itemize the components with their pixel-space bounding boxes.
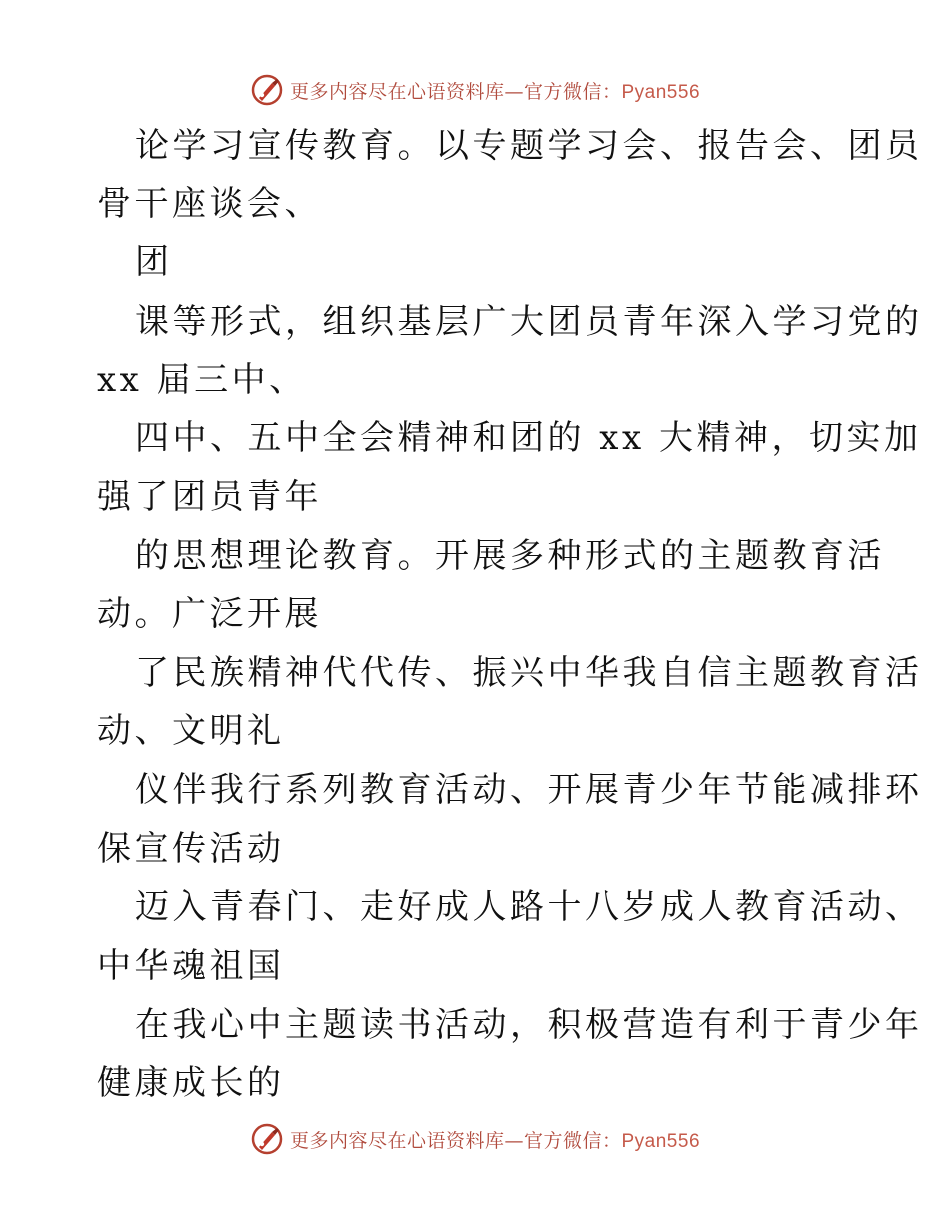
text-line: 论学习宣传教育。以专题学习会、报告会、团员 — [135, 126, 923, 166]
text-line: 中华魂祖国 — [97, 946, 285, 986]
text-line: 动、文明礼 — [97, 711, 285, 751]
text-line: xx 届三中、 — [97, 360, 307, 400]
watermark-text-group — [290, 77, 700, 104]
header-watermark-content — [250, 73, 700, 107]
footer-watermark — [0, 1117, 950, 1161]
text-line: 健康成长的 — [97, 1063, 285, 1103]
text-line: 保宣传活动 — [97, 829, 285, 869]
pen-logo-icon — [250, 73, 284, 107]
text-line: 了民族精神代代传、振兴中华我自信主题教育活 — [135, 653, 923, 693]
text-line: 团 — [135, 242, 173, 282]
header-watermark — [0, 68, 950, 112]
footer-watermark-content — [250, 1122, 700, 1156]
text-line: 课等形式，组织基层广大团员青年深入学习党的 — [135, 302, 923, 342]
pen-logo-icon — [250, 1122, 284, 1156]
watermark-label: 官方微信： — [523, 80, 622, 103]
text-line: 在我心中主题读书活动，积极营造有利于青少年 — [135, 1005, 923, 1045]
text-line: 迈入青春门、走好成人路十八岁成人教育活动、 — [135, 887, 923, 927]
text-line: 四中、五中全会精神和团的 xx 大精神，切实加 — [135, 418, 922, 458]
text-line: 仪伴我行系列教育活动、开展青少年节能减排环 — [135, 770, 923, 810]
text-line: 动。广泛开展 — [97, 594, 322, 634]
watermark-account: Pyan556 — [621, 1130, 701, 1152]
watermark-text-group — [290, 1126, 700, 1153]
text-line: 的思想理论教育。开展多种形式的主题教育活 — [135, 536, 885, 576]
text-line: 强了团员青年 — [97, 477, 322, 517]
watermark-account: Pyan556 — [621, 81, 701, 103]
text-line: 骨干座谈会、 — [97, 184, 322, 224]
watermark-label: 官方微信： — [523, 1129, 622, 1152]
watermark-text: 更多内容尽在心语资料库 — [289, 1129, 505, 1152]
watermark-text: 更多内容尽在心语资料库 — [289, 80, 505, 103]
watermark-separator: — — [504, 1129, 524, 1152]
watermark-separator: — — [504, 80, 524, 103]
